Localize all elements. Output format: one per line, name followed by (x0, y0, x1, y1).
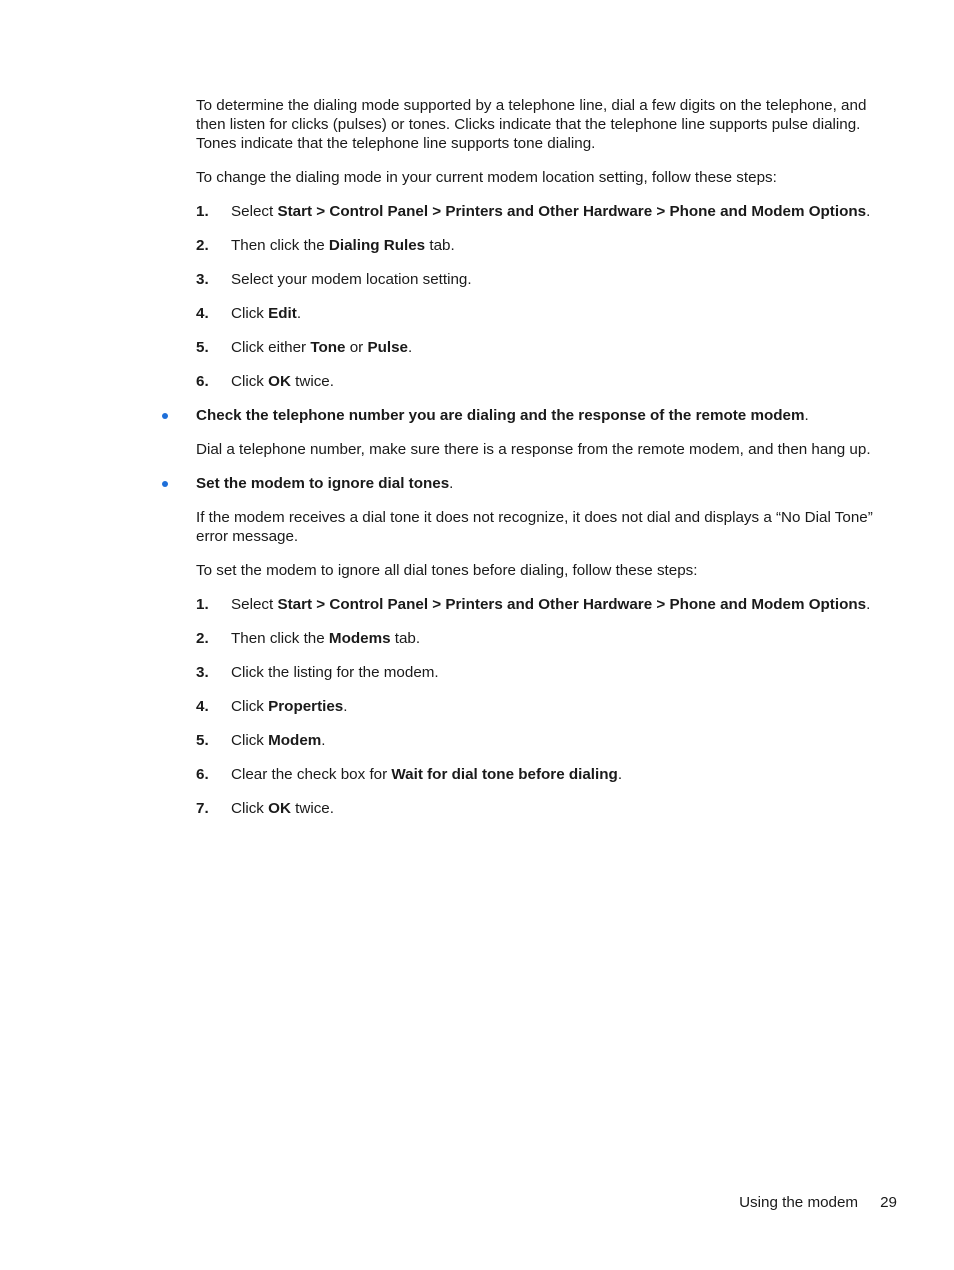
step-number: 3. (196, 271, 209, 288)
list-item: 1. Select Start > Control Panel > Printers and Other Hardware > Phone and Modem Options. (196, 203, 871, 220)
step-number: 4. (196, 698, 209, 715)
step-number: 4. (196, 305, 209, 322)
list-item: 3. Click the listing for the modem. (196, 664, 439, 681)
list-item: 5. Click either Tone or Pulse. (196, 339, 413, 356)
bullet-icon (162, 481, 168, 487)
list-item: 5. Click Modem. (196, 732, 326, 749)
bullet-item: Check the telephone number you are dialing and the response of the remote modem. (196, 406, 888, 425)
bullet-item: Set the modem to ignore dial tones. (196, 474, 888, 493)
bullet-body: Dial a telephone number, make sure there is a response from the remote modem, and then hang up. (196, 441, 871, 458)
bullet-icon (162, 413, 168, 419)
list-item: 2. Then click the Modems tab. (196, 630, 421, 647)
step-number: 5. (196, 339, 209, 356)
list-item: 1. Select Start > Control Panel > Printers and Other Hardware > Phone and Modem Options. (196, 596, 871, 613)
ignore-tone-steps (196, 595, 888, 818)
dialing-mode-steps (196, 202, 888, 391)
list-item: 4. Click Properties. (196, 698, 348, 715)
list-item: 3. Select your modem location setting. (196, 271, 472, 288)
step-number: 5. (196, 732, 209, 749)
bullet-title: Check the telephone number you are dialing and the response of the remote modem (196, 407, 805, 424)
list-item: 6. Click OK twice. (196, 373, 334, 390)
step-number: 1. (196, 203, 209, 220)
list-item: 7. Click OK twice. (196, 800, 334, 817)
intro-paragraph: To determine the dialing mode supported by a telephone line, dial a few digits on the telephone, and then listen for clicks (pulses) or tones. Clicks indicate that the telephone line supports pulse dialing. Tones indicate that the telephone line supports tone dialing. (196, 97, 867, 152)
page-number: 29 (880, 1194, 897, 1211)
step-number: 3. (196, 664, 209, 681)
list-item: 4. Click Edit. (196, 305, 302, 322)
steps-intro: To set the modem to ignore all dial tones before dialing, follow these steps: (196, 562, 698, 579)
bullet-title: Set the modem to ignore dial tones (196, 475, 450, 492)
list-item: 2. Then click the Dialing Rules tab. (196, 237, 455, 254)
step-number: 1. (196, 596, 209, 613)
step-number: 7. (196, 800, 209, 817)
page-footer (739, 1193, 897, 1212)
step-number: 2. (196, 630, 209, 647)
bullet-body: If the modem receives a dial tone it does not recognize, it does not dial and displays a “No Dial Tone” error message. (196, 509, 873, 545)
steps-intro: To change the dialing mode in your current modem location setting, follow these steps: (196, 169, 777, 186)
page-content (196, 96, 888, 833)
step-number: 6. (196, 766, 209, 783)
list-item: 6. Clear the check box for Wait for dial tone before dialing. (196, 766, 623, 783)
step-number: 6. (196, 373, 209, 390)
footer-section-title: Using the modem (739, 1194, 859, 1211)
step-number: 2. (196, 237, 209, 254)
